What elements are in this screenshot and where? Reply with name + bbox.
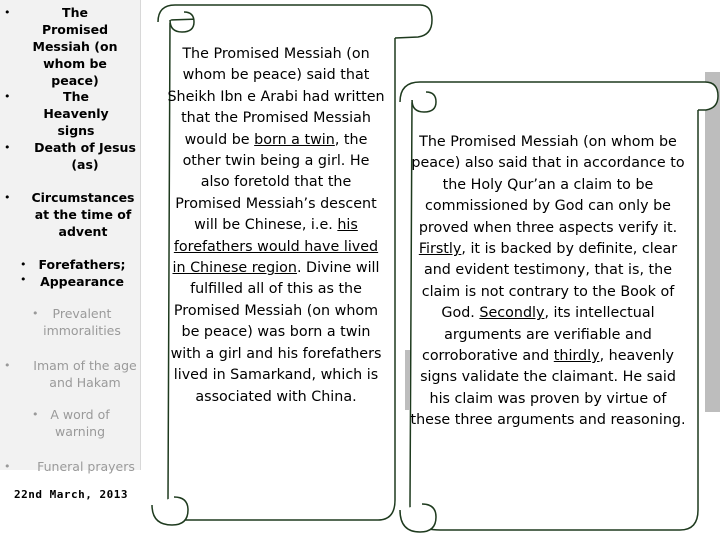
bullet-icon: •: [4, 141, 11, 154]
sidebar-item-label: Circumstances at the time of advent: [31, 190, 135, 239]
sidebar-item-label: Death of Jesus (as): [34, 140, 136, 172]
scroll2-underlined-thirdly: thirdly: [553, 348, 600, 365]
sidebar-item-label: The Promised Messiah (on whom be peace): [32, 5, 118, 88]
sidebar-item-label: Forefathers; Appearance: [38, 257, 126, 289]
sidebar-item-label: A word of warning: [50, 407, 110, 439]
scroll2-underlined-secondly: Secondly: [479, 305, 545, 322]
bullet-icon: •: [32, 307, 39, 320]
bullet-icon: •: [4, 359, 11, 372]
bullet-icon: •: [20, 258, 27, 271]
scroll2-text-part: , it is backed by definite, clear and evident testimony, that is, the claim is not contrary to the Book of God.: [421, 241, 678, 322]
bullet-icon: •: [32, 408, 39, 421]
scroll1-text-part: . Divine will fulfilled all of this as the Promised Messiah (on whom be peace) was born a twin with a girl and his forefathers lived in Samarkand, which is associated with China.: [170, 260, 382, 405]
bullet-icon: •: [20, 273, 27, 286]
scroll2-text-part: , heavenly signs validate the claimant. He said his claim was proven by virtue of these three arguments and reasoning.: [410, 348, 686, 429]
scroll2-bottom-roll: [400, 504, 436, 532]
bullet-icon: •: [4, 90, 11, 103]
scroll2-text: [410, 132, 686, 432]
scroll2-underlined-firstly: Firstly: [418, 241, 462, 258]
scroll1-text-part: , the other twin being a girl. He also foretold that the Promised Messiah’s descent will be Chinese, i.e.: [175, 131, 377, 234]
scroll1-underlined-forefathers: his forefathers would have lived in Chinese region: [172, 217, 379, 277]
date-label: 22nd March, 2013: [14, 488, 128, 501]
scroll1-underlined-twin: born a twin: [254, 131, 335, 148]
bullet-icon: •: [4, 191, 11, 204]
scroll1-text-part: The Promised Messiah (on whom be peace) said that Sheikh Ibn e Arabi had written that the Promised Messiah would be: [167, 46, 385, 148]
bullet-icon: •: [4, 6, 11, 19]
sidebar-item-label: The Heavenly signs: [43, 89, 109, 138]
sidebar-item-label: Prevalent immoralities: [43, 306, 121, 338]
scroll1-bottom-roll: [152, 497, 188, 525]
scroll2-text-part: The Promised Messiah (on whom be peace) also said that in accordance to the Holy Qur’an a claim to be commissioned by God can only be proved when three aspects verify it.: [411, 134, 685, 236]
sidebar-item-label: Funeral prayers: [37, 459, 135, 474]
sidebar-item-label: Imam of the age and Hakam: [33, 358, 137, 390]
scroll2-text-part: , its intellectual arguments are verifiable and corroborative and: [421, 305, 655, 365]
scroll1-text: [166, 44, 386, 408]
bullet-icon: •: [4, 460, 11, 473]
